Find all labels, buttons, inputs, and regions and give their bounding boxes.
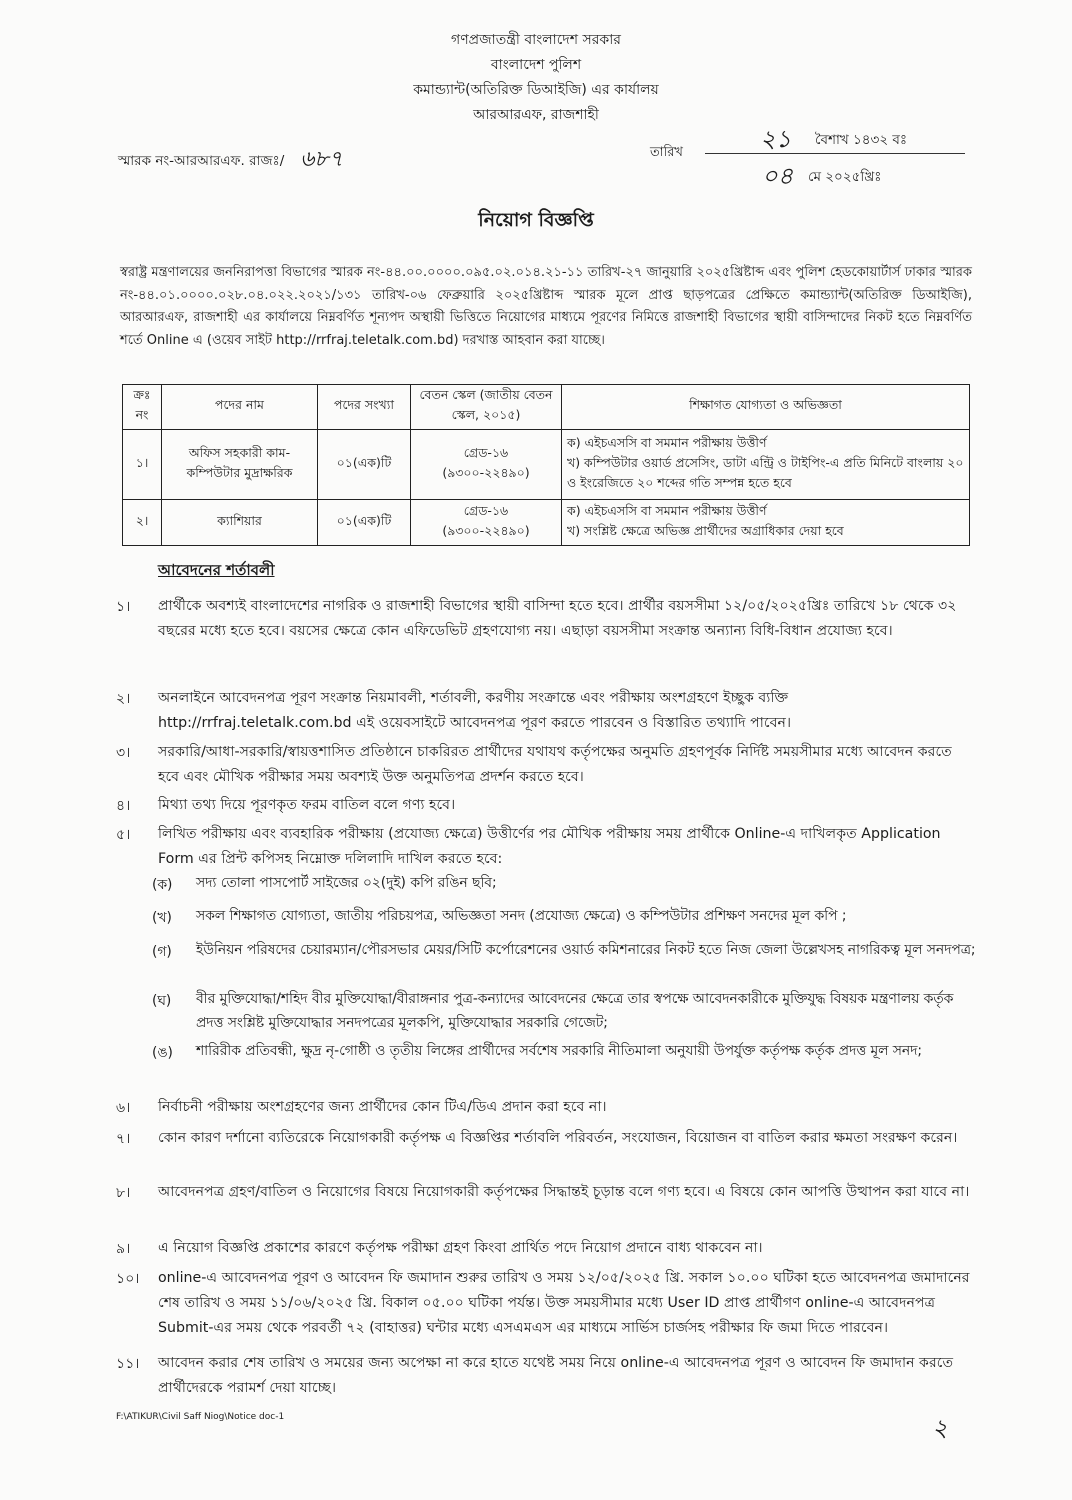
condition-number: ১১। bbox=[116, 1356, 140, 1372]
row-scale bbox=[411, 430, 562, 500]
date-bangla-rest: বৈশাখ ১৪৩২ বঃ bbox=[815, 132, 908, 148]
document-label: (ঙ) bbox=[152, 1045, 173, 1061]
condition-text: আবেদনপত্র গ্রহণ/বাতিল ও নিয়োগের বিষয়ে নিয়োগকারী কর্তৃপক্ষের সিদ্ধান্তই চূড়ান্ত বলে গণ্য হবে। এ বিষয়ে কোন আপত্তি উত্থাপন করা যাবে না। bbox=[158, 1184, 970, 1200]
condition-number: ৩। bbox=[116, 745, 131, 761]
condition-text: অনলাইনে আবেদনপত্র পূরণ সংক্রান্ত নিয়মাবলী, শর্তাবলী, করণীয় সংক্রান্তে এবং পরীক্ষায় অংশগ্রহণে ইচ্ছুক ব্যক্তি http://rrfraj.teletalk.com.bd এই ওয়েবসাইটে আবেদনপত্র পূরণ করতে পারবেন ও বিস্তারিত তথ্যাদি পাবেন। bbox=[158, 690, 792, 731]
document-label: (ঘ) bbox=[152, 993, 172, 1009]
condition-number: ২। bbox=[116, 691, 131, 707]
condition-number: ৬। bbox=[116, 1100, 131, 1116]
header-line-unit: আরআরএফ, রাজশাহী bbox=[473, 107, 599, 123]
condition-text: এ নিয়োগ বিজ্ঞপ্তি প্রকাশের কারণে কর্তৃপক্ষ পরীক্ষা গ্রহণ কিংবা প্রার্থিত পদে নিয়োগ প্রদানে বাধ্য থাকবেন না। bbox=[158, 1240, 763, 1256]
condition-number: ৮। bbox=[116, 1185, 131, 1201]
row-serial: ২। bbox=[123, 500, 162, 546]
condition-text: প্রার্থীকে অবশ্যই বাংলাদেশের নাগরিক ও রাজশাহী বিভাগের স্থায়ী বাসিন্দা হতে হবে। প্রার্থীর বয়সসীমা ১২/০৫/২০২৫খ্রিঃ তারিখে ১৮ থেকে ৩২ বছরের মধ্যে হতে হবে। বয়সের ক্ষেত্রে কোন এফিডেভিট গ্রহণযোগ্য নয়। এছাড়া বয়সসীমা সংক্রান্ত অন্যান্য বিধি-বিধান প্রযোজ্য হবে। bbox=[158, 598, 957, 639]
document-label: (গ) bbox=[152, 944, 172, 960]
date-label: তারিখ bbox=[650, 145, 683, 160]
condition-number: ৯। bbox=[116, 1241, 131, 1257]
document-text: ইউনিয়ন পরিষদের চেয়ারম্যান/পৌরসভার মেয়র/সিটি কর্পোরেশনের ওয়ার্ড কমিশনারের নিকট হতে নিজ জেলা উল্লেখসহ নাগরিকত্ব মূল সনদপত্র; bbox=[196, 942, 976, 958]
header-post: পদের নাম bbox=[162, 385, 318, 430]
table-row bbox=[123, 500, 970, 546]
row-count: ০১(এক)টি bbox=[318, 430, 411, 500]
conditions-title: আবেদনের শর্তাবলী bbox=[158, 561, 275, 579]
condition-number: ১০। bbox=[116, 1271, 140, 1287]
row-qualification-b: খ) সংশ্লিষ্ট ক্ষেত্রে অভিজ্ঞ প্রার্থীদের অগ্রাধিকার দেয়া হবে bbox=[567, 522, 844, 538]
condition-text: লিখিত পরীক্ষায় এবং ব্যবহারিক পরীক্ষায় (প্রযোজ্য ক্ষেত্রে) উত্তীর্ণের পর মৌখিক পরীক্ষায় সময় প্রার্থীকে Online-এ দাখিলকৃত Application Form এর প্রিন্ট কপিসহ নিম্নোক্ত দলিলাদি দাখিল করতে হবে: bbox=[158, 826, 941, 867]
document-label: (ক) bbox=[152, 877, 173, 893]
row-count: ০১(এক)টি bbox=[318, 500, 411, 546]
header-count: পদের সংখ্যা bbox=[318, 385, 411, 430]
document-text: বীর মুক্তিযোদ্ধা/শহিদ বীর মুক্তিযোদ্ধা/বীরাঙ্গনার পুত্র-কন্যাদের আবেদনের ক্ষেত্রে তার স্বপক্ষে আবেদনকারীকে মুক্তিযুদ্ধ বিষয়ক মন্ত্রণালয় কর্তৃক প্রদত্ত সংশ্লিষ্ট মুক্তিযোদ্ধার সনদপত্রের মূলকপি, মুক্তিযোদ্ধার সরকারি গেজেট; bbox=[196, 991, 954, 1031]
date-divider bbox=[705, 153, 965, 154]
page-title: নিয়োগ বিজ্ঞপ্তি bbox=[478, 209, 594, 231]
date-english-rest: মে ২০২৫খ্রিঃ bbox=[808, 169, 882, 185]
memo-number: ৬৮৭ bbox=[300, 147, 343, 172]
condition-text: কোন কারণ দর্শানো ব্যতিরেকে নিয়োগকারী কর্তৃপক্ষ এ বিজ্ঞপ্তির শর্তাবলি পরিবর্তন, সংযোজন, বিয়োজন বা বাতিল করার ক্ষমতা সংরক্ষণ করেন। bbox=[158, 1130, 958, 1146]
document-text: সকল শিক্ষাগত যোগ্যতা, জাতীয় পরিচয়পত্র, অভিজ্ঞতা সনদ (প্রযোজ্য ক্ষেত্রে) ও কম্পিউটার প্রশিক্ষণ সনদের মূল কপি ; bbox=[196, 908, 847, 924]
row-scale bbox=[411, 500, 562, 546]
memo-label: স্মারক নং-আরআরএফ. রাজঃ/ bbox=[118, 153, 285, 169]
row-post: অফিস সহকারী কাম-কম্পিউটার মুদ্রাক্ষরিক bbox=[162, 430, 318, 500]
date-bangla-day: ২১ bbox=[760, 125, 792, 153]
document-label: (খ) bbox=[152, 910, 172, 926]
header-line-police: বাংলাদেশ পুলিশ bbox=[490, 57, 582, 73]
condition-text: online-এ আবেদনপত্র পূরণ ও আবেদন ফি জমাদান শুরুর তারিখ ও সময় ১২/০৫/২০২৫ খ্রি. সকাল ১০.০০ ঘটিকা হতে আবেদনপত্র জমাদানের শেষ তারিখ ও সময় ১১/০৬/২০২৫ খ্রি. বিকাল ০৫.০০ ঘটিকা পর্যন্ত। উক্ত সময়সীমার মধ্যে User ID প্রাপ্ত প্রার্থীগণ online-এ আবেদনপত্র Submit-এর সময় থেকে পরবর্তী ৭২ (বাহাত্তর) ঘন্টার মধ্যে এসএমএস এর মাধ্যমে সার্ভিস চার্জসহ পরীক্ষার ফি জমা দিতে পারবেন। bbox=[158, 1270, 970, 1336]
row-qualification bbox=[562, 500, 970, 546]
condition-text: মিথ্যা তথ্য দিয়ে পূরণকৃত ফরম বাতিল বলে গণ্য হবে। bbox=[158, 797, 456, 813]
header-serial: ক্রঃ নং bbox=[123, 385, 162, 430]
date-english-day: ০৪ bbox=[762, 162, 794, 190]
header-qualification: শিক্ষাগত যোগ্যতা ও অভিজ্ঞতা bbox=[562, 385, 970, 430]
footer-file-path: F:\ATIKUR\Civil Saff Niog\Notice doc-1 bbox=[116, 1412, 285, 1422]
row-qualification-a: ক) এইচএসসি বা সমমান পরীক্ষায় উত্তীর্ণ bbox=[567, 502, 767, 518]
row-grade: গ্রেড-১৬ bbox=[463, 502, 509, 518]
row-post: ক্যাশিয়ার bbox=[162, 500, 318, 546]
row-pay: (৯৩০০-২২৪৯০) bbox=[442, 464, 530, 480]
posts-table bbox=[122, 384, 970, 546]
header-scale: বেতন স্কেল (জাতীয় বেতন স্কেল, ২০১৫) bbox=[411, 385, 562, 430]
condition-text: আবেদন করার শেষ তারিখ ও সময়ের জন্য অপেক্ষা না করে হাতে যথেষ্ট সময় নিয়ে online-এ আবেদনপত্র পূরণ ও আবেদন ফি জমাদান করতে প্রার্থীদেরকে পরামর্শ দেয়া যাচ্ছে। bbox=[158, 1355, 954, 1396]
row-pay: (৯৩০০-২২৪৯০) bbox=[442, 522, 530, 538]
row-qualification-b: খ) কম্পিউটার ওয়ার্ড প্রসেসিং, ডাটা এন্ট্রি ও টাইপিং-এ প্রতি মিনিটে বাংলায় ২০ ও ইংরেজিতে ২০ শব্দের গতি সম্পন্ন হতে হবে bbox=[567, 454, 964, 490]
document-text: সদ্য তোলা পাসপোর্ট সাইজের ০২(দুই) কপি রঙিন ছবি; bbox=[196, 875, 497, 891]
row-serial: ১। bbox=[123, 430, 162, 500]
row-qualification bbox=[562, 430, 970, 500]
header-line-government: গণপ্রজাতন্ত্রী বাংলাদেশ সরকার bbox=[451, 32, 621, 48]
table-row bbox=[123, 430, 970, 500]
condition-number: ৭। bbox=[116, 1131, 131, 1147]
table-header-row bbox=[123, 385, 970, 430]
row-qualification-a: ক) এইচএসসি বা সমমান পরীক্ষায় উত্তীর্ণ bbox=[567, 434, 767, 450]
header-line-office: কমান্ড্যান্ট(অতিরিক্ত ডিআইজি) এর কার্যালয় bbox=[413, 82, 659, 98]
condition-number: ৪। bbox=[116, 798, 131, 814]
condition-number: ১। bbox=[116, 599, 131, 615]
condition-number: ৫। bbox=[116, 827, 131, 843]
row-grade: গ্রেড-১৬ bbox=[463, 444, 509, 460]
document-text: শারিরীক প্রতিবন্ধী, ক্ষুদ্র নৃ-গোষ্ঠী ও তৃতীয় লিঙ্গের প্রার্থীদের সর্বশেষ সরকারি নীতিমালা অনুযায়ী উপর্যুক্ত কর্তৃপক্ষ কর্তৃক প্রদত্ত মূল সনদ; bbox=[196, 1043, 923, 1059]
page-number: ২ bbox=[932, 1414, 948, 1442]
intro-paragraph: স্বরাষ্ট্র মন্ত্রণালয়ের জননিরাপত্তা বিভাগের স্মারক নং-৪৪.০০.০০০০.০৯৫.০২.০১৪.২১-১১ তারিখ-২৭ জানুয়ারি ২০২৫খ্রিষ্টাব্দ এবং পুলিশ হেডকোয়ার্টার্স ঢাকার স্মারক নং-৪৪.০১.০০০০.০২৮.০৪.০২২.২০২১/১৩১ তারিখ-০৬ ফেব্রুয়ারি ২০২৫খ্রিষ্টাব্দ স্মারক মূলে প্রাপ্ত ছাড়পত্রের প্রেক্ষিতে কমান্ড্যান্ট(অতিরিক্ত ডিআইজি), আরআরএফ, রাজশাহী এর কার্যালয়ে নিম্নবর্ণিত শূন্যপদ অস্থায়ী ভিত্তিতে নিয়োগের মাধ্যমে পূরণের নিমিত্তে রাজশাহী বিভাগের স্থায়ী বাসিন্দাদের নিকট হতে নিম্নবর্ণিত শর্তে Online এ (ওয়েব সাইট http://rrfraj.teletalk.com.bd) দরখাস্ত আহবান করা যাচ্ছে। bbox=[120, 265, 972, 348]
condition-text: নির্বাচনী পরীক্ষায় অংশগ্রহণের জন্য প্রার্থীদের কোন টিএ/ডিএ প্রদান করা হবে না। bbox=[158, 1099, 607, 1115]
condition-text: সরকারি/আধা-সরকারি/স্বায়ত্তশাসিত প্রতিষ্ঠানে চাকরিরত প্রার্থীদের যথাযথ কর্তৃপক্ষের অনুমতি গ্রহণপূর্বক নির্দিষ্ট সময়সীমার মধ্যে আবেদন করতে হবে এবং মৌখিক পরীক্ষার সময় অবশ্যই উক্ত অনুমতিপত্র প্রদর্শন করতে হবে। bbox=[158, 744, 952, 785]
